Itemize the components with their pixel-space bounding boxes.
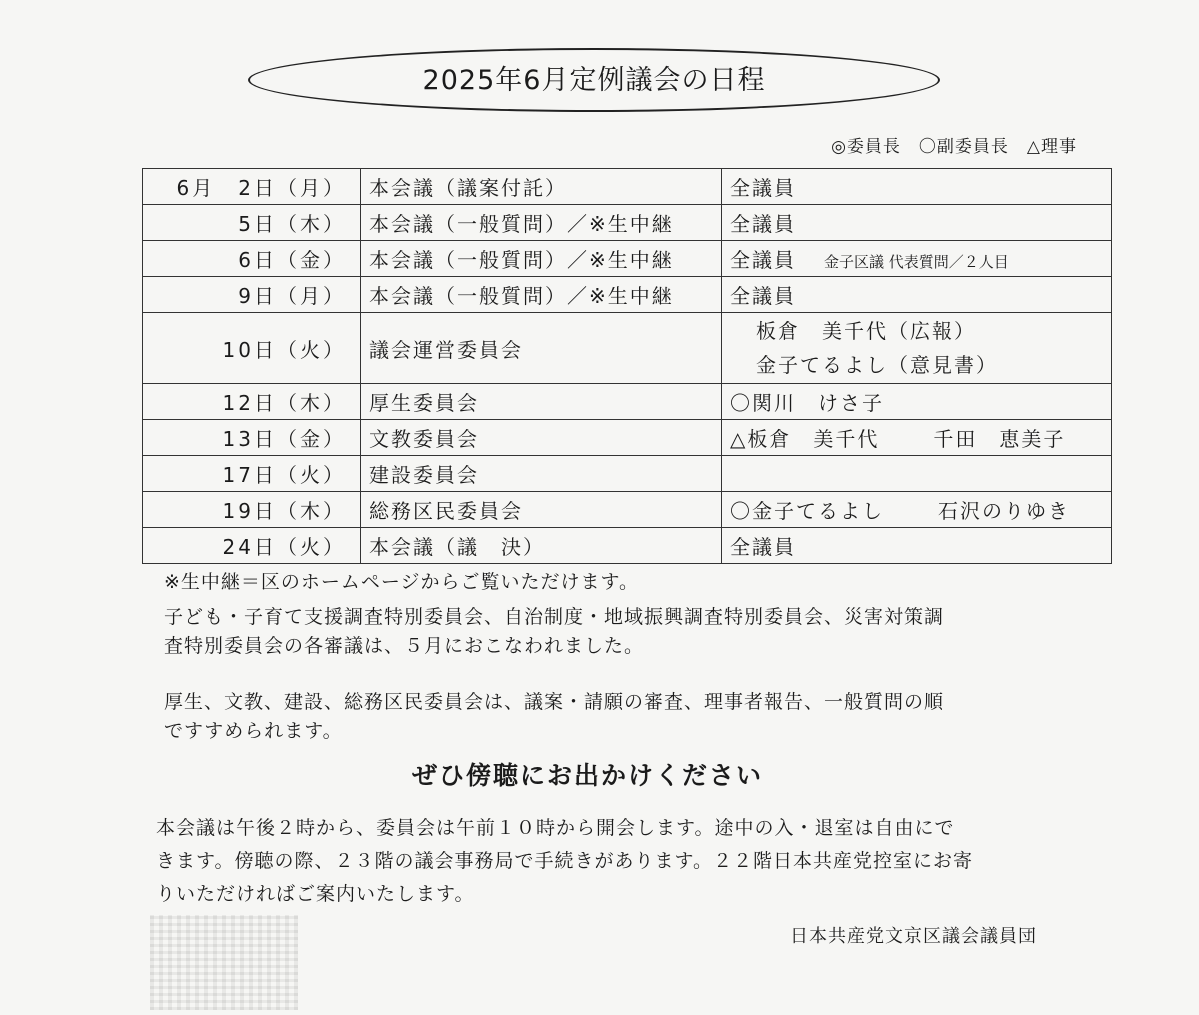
date-cell: 24日（火） <box>143 528 361 564</box>
event-cell: 議会運営委員会 <box>361 313 722 384</box>
event-cell: 本会議（一般質問）／※生中継 <box>361 205 722 241</box>
attendee-cell <box>722 456 1112 492</box>
attendee-cell <box>722 313 1112 384</box>
attendee-cell <box>722 277 1112 313</box>
info-line: りいただければご案内いたします。 <box>156 883 475 905</box>
attendee: 金子てるよし（意見書） <box>756 353 998 377</box>
attendee: 板倉 美千代（広報） <box>756 319 976 343</box>
attendee-cell <box>722 528 1112 564</box>
attendee-cell <box>722 241 1112 277</box>
date-cell: 5日（木） <box>143 205 361 241</box>
page-title: 2025年6月定例議会の日程 <box>422 65 766 96</box>
note-line: ですすめられます。 <box>164 720 343 742</box>
attendance-info <box>148 812 1048 911</box>
attendee: 千田 恵美子 <box>933 427 1066 451</box>
event-cell: 文教委員会 <box>361 420 722 456</box>
schedule-table <box>142 168 1112 564</box>
table-row <box>143 420 1112 456</box>
attendee: 〇金子てるよし <box>730 499 884 523</box>
event-cell: 本会議（一般質問）／※生中継 <box>361 277 722 313</box>
role-legend: ◎委員長 〇副委員長 △理事 <box>831 137 1077 157</box>
attendee-cell <box>722 420 1112 456</box>
invitation-heading: ぜひ傍聴にお出かけください <box>412 761 764 790</box>
table-row <box>143 492 1112 528</box>
table-row <box>143 277 1112 313</box>
signature: 日本共産党文京区議会議員団 <box>790 926 1037 947</box>
attendee: 全議員 <box>730 212 796 236</box>
event-cell: 総務区民委員会 <box>361 492 722 528</box>
table-row <box>143 528 1112 564</box>
table-row <box>143 456 1112 492</box>
attendee-cell <box>722 384 1112 420</box>
attendee: △板倉 美千代 <box>730 427 880 451</box>
attendee: 全議員 <box>730 284 796 308</box>
table-row <box>143 313 1112 384</box>
committee-order-note <box>164 688 1064 746</box>
date-cell: 9日（月） <box>143 277 361 313</box>
event-cell: 本会議（議 決） <box>361 528 722 564</box>
attendee-cell <box>722 492 1112 528</box>
date-cell: 12日（木） <box>143 384 361 420</box>
attendee-cell <box>722 169 1112 205</box>
event-cell: 建設委員会 <box>361 456 722 492</box>
date-cell: 10日（火） <box>143 313 361 384</box>
event-cell: 本会議（議案付託） <box>361 169 722 205</box>
note-line: 査特別委員会の各審議は、５月におこなわれました。 <box>164 635 645 657</box>
event-cell: 本会議（一般質問）／※生中継 <box>361 241 722 277</box>
question-note: 金子区議 代表質問／２人目 <box>824 253 1009 271</box>
date-cell: 19日（木） <box>143 492 361 528</box>
note-line: 厚生、文教、建設、総務区民委員会は、議案・請願の審査、理事者報告、一般質問の順 <box>164 691 945 713</box>
faded-qr-code <box>150 915 298 1010</box>
special-committees-note <box>164 603 1064 661</box>
attendee: 〇関川 けさ子 <box>730 391 884 415</box>
date-cell: 6日（金） <box>143 241 361 277</box>
broadcast-note: ※生中継＝区のホームページからご覧いただけます。 <box>164 571 640 593</box>
attendee: 全議員 <box>730 535 796 559</box>
table-row <box>143 384 1112 420</box>
attendee-cell <box>722 205 1112 241</box>
event-cell: 厚生委員会 <box>361 384 722 420</box>
date-cell: 13日（金） <box>143 420 361 456</box>
note-line: 子ども・子育て支援調査特別委員会、自治制度・地域振興調査特別委員会、災害対策調 <box>164 606 945 628</box>
table-row <box>143 241 1112 277</box>
info-line: きます。傍聴の際、２３階の議会事務局で手続きがあります。２２階日本共産党控室にお寄 <box>156 850 973 872</box>
attendee: 全議員 <box>730 176 796 200</box>
info-line: 本会議は午後２時から、委員会は午前１０時から開会します。途中の入・退室は自由にで <box>156 817 955 839</box>
table-row <box>143 205 1112 241</box>
date-cell: 17日（火） <box>143 456 361 492</box>
attendee: 石沢のりゆき <box>938 499 1070 523</box>
date-cell: 6月 2日（月） <box>143 169 361 205</box>
table-row <box>143 169 1112 205</box>
attendee: 全議員 <box>730 248 796 272</box>
